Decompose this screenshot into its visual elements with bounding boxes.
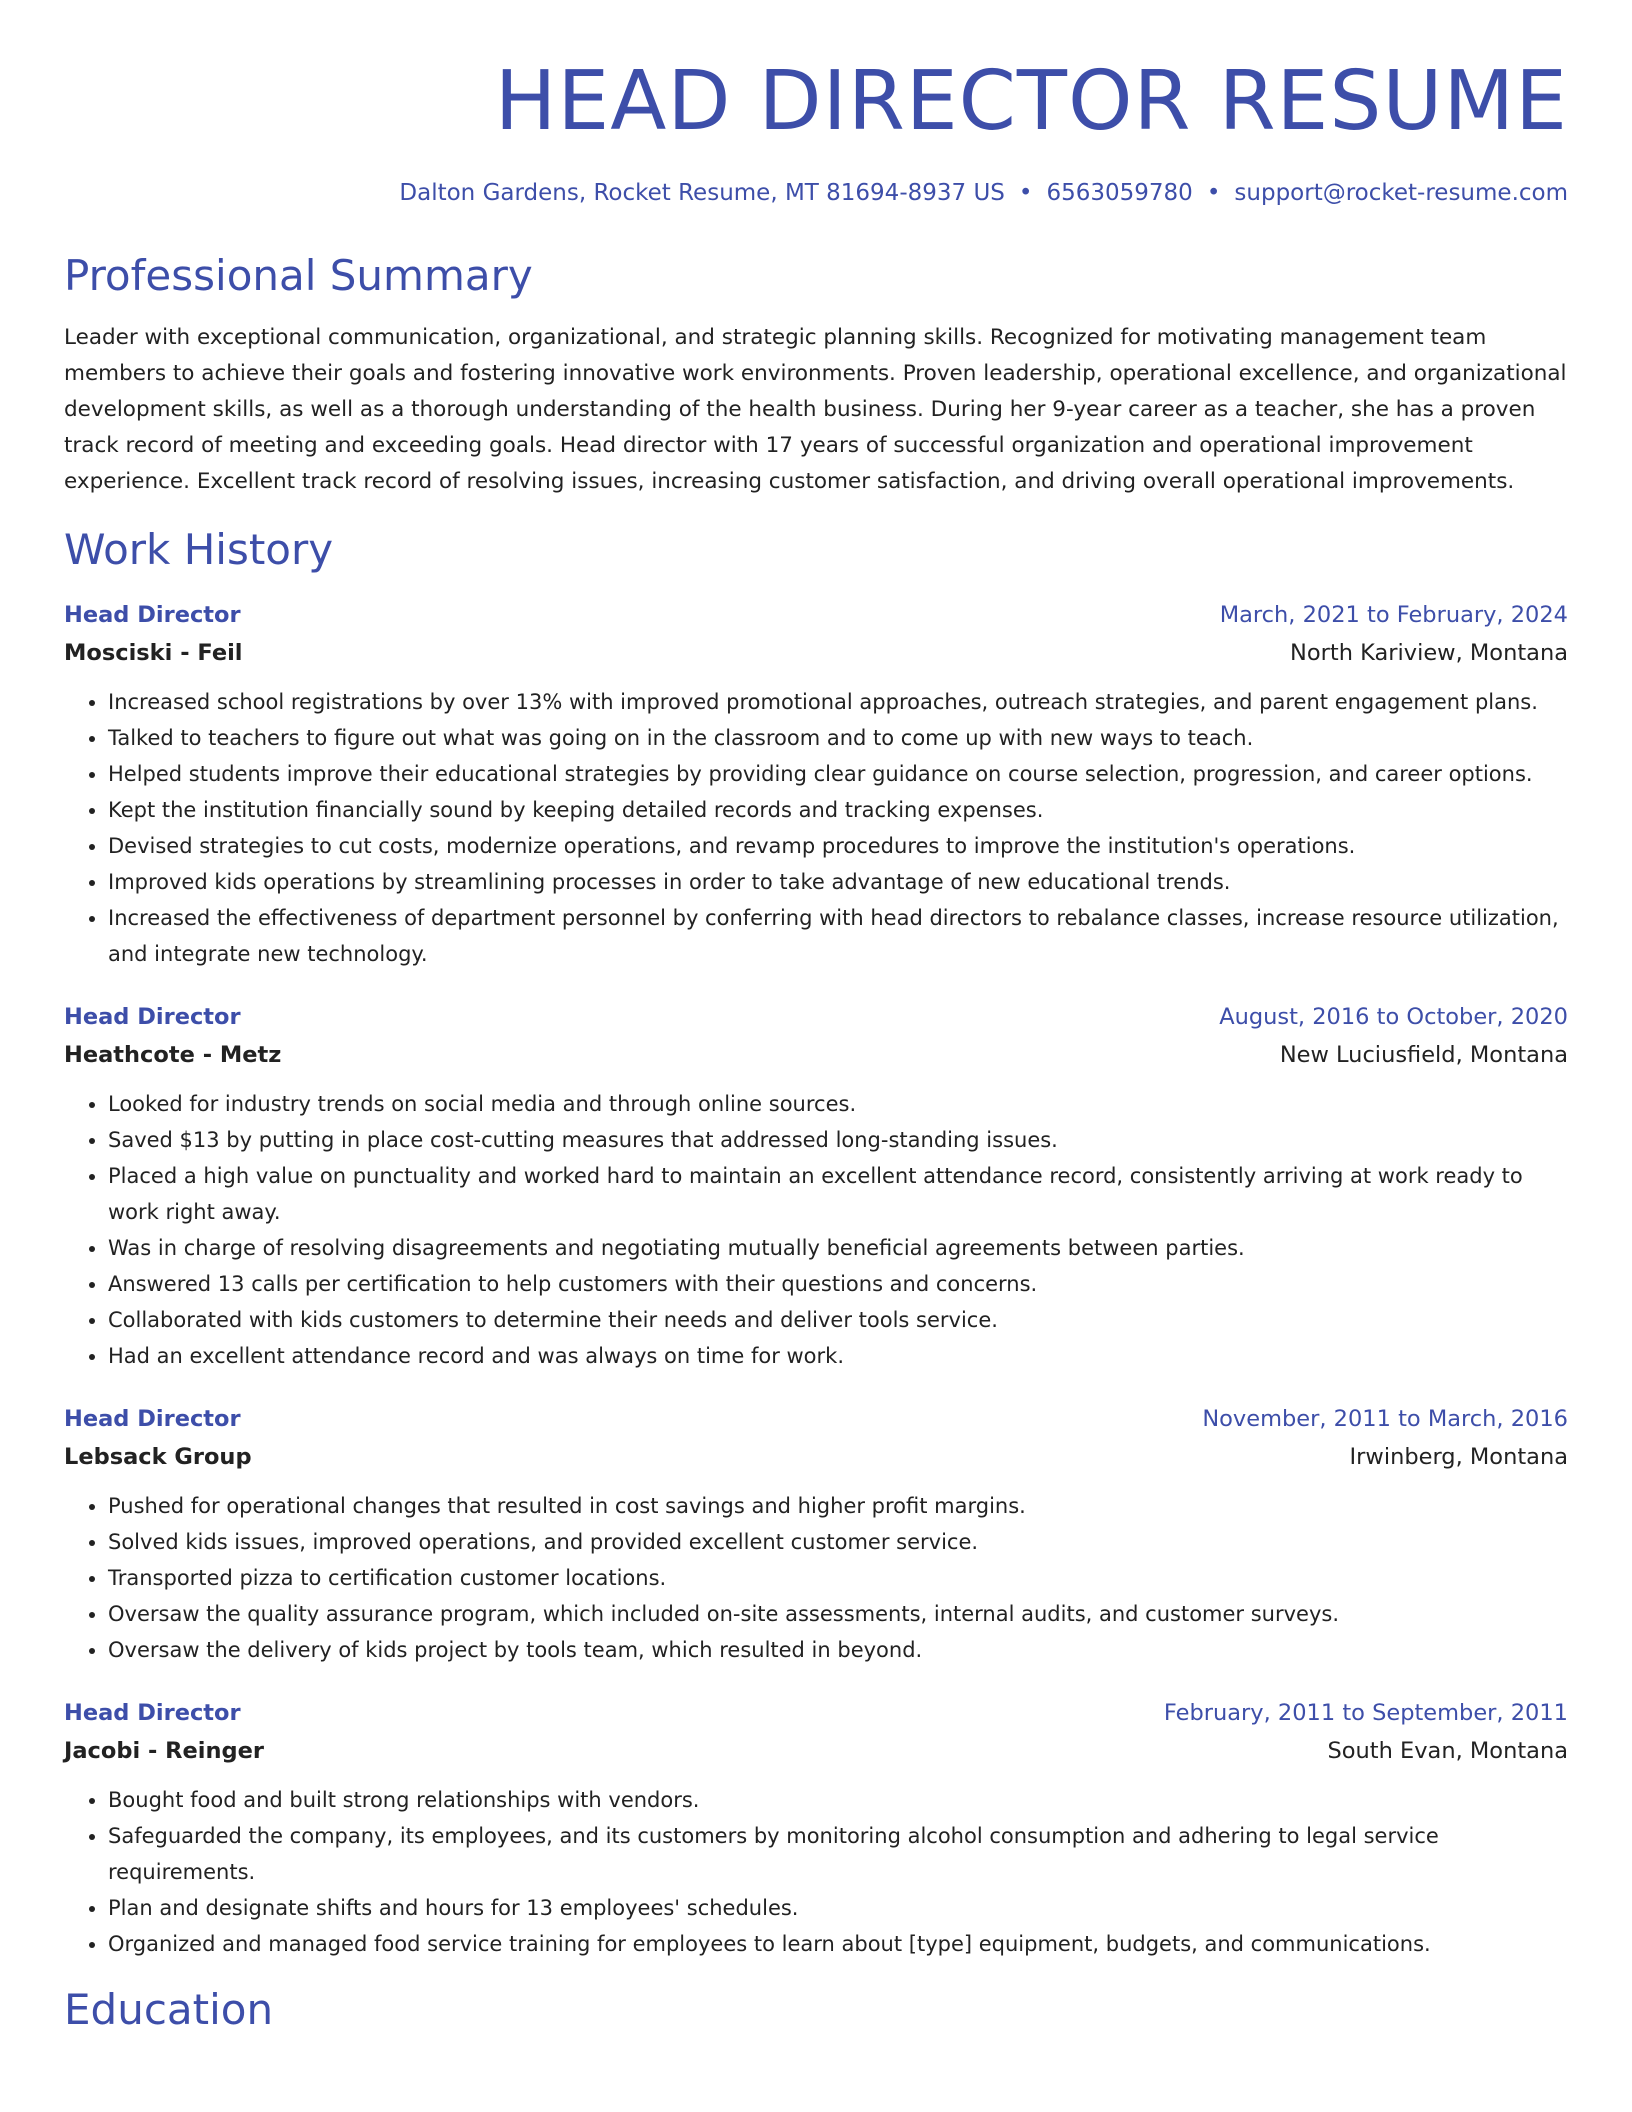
contact-separator: • — [1206, 180, 1221, 206]
contact-email: support@rocket-resume.com — [1234, 180, 1568, 206]
job-bullet: • Looked for industry trends on social media and through online sources. — [108, 1086, 1568, 1122]
job-company: Mosciski - Feil — [64, 640, 243, 666]
resume-title: HEAD DIRECTOR RESUME — [494, 54, 1568, 149]
job-company-row — [64, 1438, 1568, 1476]
job-entry — [64, 1694, 1568, 1962]
job-bullets — [64, 1488, 1568, 1668]
job-dates: March, 2021 to February, 2024 — [1219, 602, 1568, 628]
job-bullet: • Answered 13 calls per certification to help customers with their questions and concerns. — [108, 1266, 1568, 1302]
job-title-row — [64, 596, 1568, 634]
job-company-row — [64, 634, 1568, 672]
job-entry — [64, 596, 1568, 972]
job-location: North Kariview, Montana — [1290, 640, 1568, 666]
job-title-row — [64, 1694, 1568, 1732]
job-location: South Evan, Montana — [1327, 1738, 1568, 1764]
job-company: Lebsack Group — [64, 1444, 252, 1470]
job-bullet: • Organized and managed food service training for employees to learn about [type] equipment, budgets, and communications. — [108, 1926, 1568, 1962]
resume-header — [64, 0, 1568, 210]
job-company-row — [64, 1036, 1568, 1074]
job-location: New Luciusfield, Montana — [1279, 1042, 1568, 1068]
summary-text: Leader with exceptional communication, organizational, and strategic planning skills. Recognized for motivating management team members to achieve their goals and fostering innovative work environments. Proven leadership, operational excellence, and organizational development skills, as well as a thorough understanding of the health business. During her 9-year career as a teacher, she has a proven track record of meeting and exceeding goals. Head director with 17 years of successful organization and operational improvement experience. Excellent track record of resolving issues, increasing customer satisfaction, and driving overall operational improvements. — [64, 325, 1567, 494]
job-entry — [64, 1400, 1568, 1668]
job-dates: August, 2016 to October, 2020 — [1219, 1004, 1568, 1030]
job-bullet: • Solved kids issues, improved operations, and provided excellent customer service. — [108, 1524, 1568, 1560]
contact-address: Dalton Gardens, Rocket Resume, MT 81694-8937 US — [399, 180, 1005, 206]
job-bullet: • Improved kids operations by streamlining processes in order to take advantage of new educational trends. — [108, 864, 1568, 900]
job-title: Head Director — [64, 1406, 241, 1432]
job-bullet: • Placed a high value on punctuality and worked hard to maintain an excellent attendance record, consistently arriving at work ready to work right away. — [108, 1158, 1568, 1230]
job-title-row — [64, 998, 1568, 1036]
job-bullet: • Safeguarded the company, its employees, and its customers by monitoring alcohol consumption and adhering to legal service requirements. — [108, 1818, 1568, 1890]
job-title: Head Director — [64, 1004, 241, 1030]
contact-separator: • — [1018, 180, 1033, 206]
contact-phone: 6563059780 — [1046, 180, 1193, 206]
job-bullet: • Plan and designate shifts and hours for 13 employees' schedules. — [108, 1890, 1568, 1926]
job-bullets — [64, 1782, 1568, 1962]
job-bullet: • Devised strategies to cut costs, modernize operations, and revamp procedures to improve the institution's operations. — [108, 828, 1568, 864]
resume-page — [64, 0, 1568, 2038]
summary-heading: Professional Summary — [64, 251, 533, 300]
job-title: Head Director — [64, 1700, 241, 1726]
education-heading: Education — [64, 1985, 274, 2034]
job-bullet: • Collaborated with kids customers to determine their needs and deliver tools service. — [108, 1302, 1568, 1338]
job-bullet: • Transported pizza to certification customer locations. — [108, 1560, 1568, 1596]
job-company-row — [64, 1732, 1568, 1770]
job-company: Jacobi - Reinger — [64, 1738, 264, 1764]
job-company: Heathcote - Metz — [64, 1042, 282, 1068]
job-dates: February, 2011 to September, 2011 — [1163, 1700, 1568, 1726]
contact-line — [64, 176, 1568, 210]
job-bullets — [64, 684, 1568, 972]
job-bullet: • Talked to teachers to figure out what was going on in the classroom and to come up with new ways to teach. — [108, 720, 1568, 756]
job-bullet: • Bought food and built strong relationships with vendors. — [108, 1782, 1568, 1818]
job-bullets — [64, 1086, 1568, 1374]
work-history-heading: Work History — [64, 525, 334, 574]
job-bullet: • Oversaw the quality assurance program, which included on-site assessments, internal audits, and customer surveys. — [108, 1596, 1568, 1632]
job-title: Head Director — [64, 602, 241, 628]
job-dates: November, 2011 to March, 2016 — [1202, 1406, 1568, 1432]
job-bullet: • Increased the effectiveness of department personnel by conferring with head directors to rebalance classes, increase resource utilization, and integrate new technology. — [108, 900, 1568, 972]
job-bullet: • Increased school registrations by over 13% with improved promotional approaches, outreach strategies, and parent engagement plans. — [108, 684, 1568, 720]
job-bullet: • Helped students improve their educational strategies by providing clear guidance on course selection, progression, and career options. — [108, 756, 1568, 792]
job-bullet: • Saved $13 by putting in place cost-cutting measures that addressed long-standing issues. — [108, 1122, 1568, 1158]
job-location: Irwinberg, Montana — [1349, 1444, 1568, 1470]
job-bullet: • Oversaw the delivery of kids project by tools team, which resulted in beyond. — [108, 1632, 1568, 1668]
job-entry — [64, 998, 1568, 1374]
job-bullet: • Was in charge of resolving disagreements and negotiating mutually beneficial agreements between parties. — [108, 1230, 1568, 1266]
job-bullet: • Had an excellent attendance record and was always on time for work. — [108, 1338, 1568, 1374]
job-bullet: • Kept the institution financially sound by keeping detailed records and tracking expenses. — [108, 792, 1568, 828]
job-title-row — [64, 1400, 1568, 1438]
job-bullet: • Pushed for operational changes that resulted in cost savings and higher profit margins. — [108, 1488, 1568, 1524]
